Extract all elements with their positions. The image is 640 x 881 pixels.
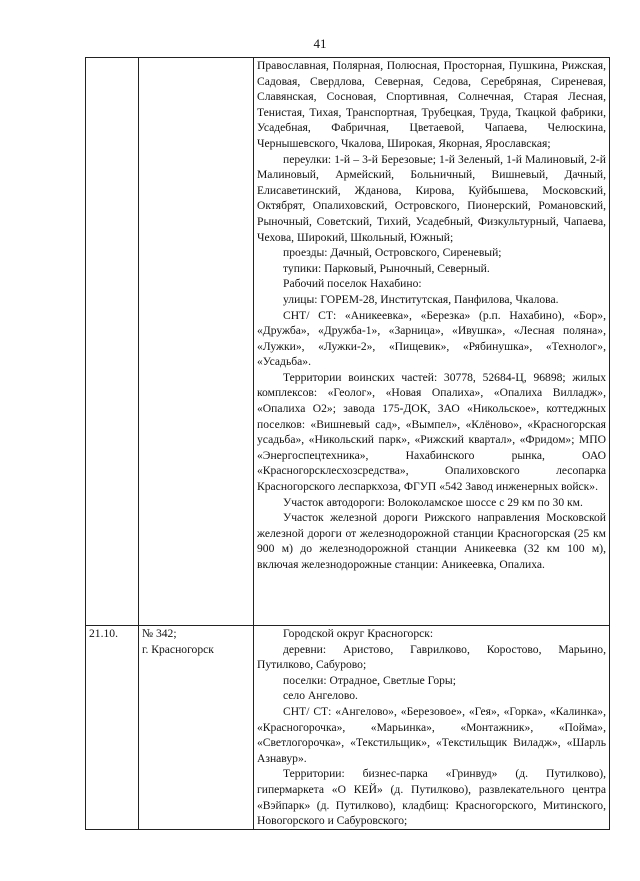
boundary-paragraph: Рабочий поселок Нахабино: [283, 277, 422, 291]
boundary-paragraph: тупики: Парковый, Рыночный, Северный. [283, 261, 490, 275]
boundaries-text [257, 58, 606, 573]
boundaries-cell [254, 58, 610, 626]
boundary-paragraph: Участок автодороги: Волоколамское шоссе с 29 км по 30 км. [283, 495, 583, 509]
boundary-paragraph: переулки: 1-й – 3-й Березовые; 1-й Зеленый, 1-й Малиновый, 2-й Малиновый, Армейский, Больничный, Вишневый, Дачный, Елисаветинский, Жданова, Кирова, Куйбышева, Московский, Октябрят, Опалиховский, Островского, Пионерский, Романовский, Рыночный, Советский, Тихий, Усадебный, Физкультурный, Чапаева, Чехова, Широкий, Школьный, Южный; [257, 152, 606, 244]
boundary-paragraph: Территории воинских частей: 30778, 52684-Ц, 96898; жилых комплексов: «Геолог», «Новая Опалиха», «Опалиха Вилладж», «Опалиха О2»; завода 175-ДОК, ЗАО «Никольское», коттеджных поселков: «Вишневый сад», «Вымпел», «Клёново», «Красногорская усадьба», «Никольский парк», «Рижский квартал», «Фридом»; МПО «Энергоспецтехника», Нахабинского рынка, ОАО «Красногорсклесхозсредства», Опалиховского лесопарка Красногорского леспаркхоза, ФГУП «542 Завод инженерных войск». [257, 370, 606, 494]
boundary-paragraph: СНТ/ СТ: «Аникеевка», «Березка» (р.п. Нахабино), «Бор», «Дружба», «Дружба-1», «Зарница», «Ивушка», «Лесная поляна», «Лужки», «Лужки-2», «Пищевик», «Рябинушка», «Технолог», «Усадьба». [257, 308, 606, 369]
page-number: 41 [313, 36, 327, 51]
boundary-paragraph: проезды: Дачный, Островского, Сиреневый; [283, 246, 502, 260]
polling-station-table [85, 57, 610, 830]
boundary-paragraph: поселки: Отрадное, Светлые Горы; [283, 673, 456, 687]
boundary-paragraph: село Ангелово. [283, 689, 358, 703]
boundary-paragraph: деревни: Аристово, Гаврилково, Коростово, Марьино, Путилково, Сабурово; [257, 642, 606, 672]
boundary-paragraph: Территории: бизнес-парка «Гринвуд» (д. Путилково), гипермаркета «О КЕЙ» (д. Путилково), развлекательного центра «Вэйпарк» (д. Путилково), кладбищ: Красногорского, Митинского, Новогорского и Сабуровского; [257, 767, 606, 828]
station-name-text: № 342; г. Красногорск [142, 627, 214, 656]
boundary-paragraph: Православная, Полярная, Полюсная, Просторная, Пушкина, Рижская, Садовая, Свердлова, Северная, Седова, Серебряная, Сиреневая, Славянская, Сосновая, Спортивная, Солнечная, Старая Лесная, Тенистая, Тихая, Транспортная, Трубецкая, Труда, Ткацкой фабрики, Усадебная, Фабричная, Цветаевой, Чапаева, Челюскина, Чернышевского, Чкалова, Широкая, Якорная, Ярославская; [257, 59, 606, 150]
boundary-paragraph: Участок железной дороги Рижского направления Московской железной дороги от железнодорожной станции Красногорская (25 км 900 м) до железнодорожной станции Аникеевка (32 км 100 м), включая железнодорожные станции: Аникеевка, Опалиха. [257, 511, 606, 571]
boundary-paragraph: СНТ/ СТ: «Ангелово», «Березовое», «Гея», «Горка», «Калинка», «Красногорочка», «Марьинка», «Монтажник», «Пойма», «Светлогорочка», «Текстильщик», «Текстильщик Виладж», «Шарль Азнавур». [257, 704, 606, 765]
station-name-cell [139, 626, 254, 830]
boundary-paragraph: Городской округ Красногорск: [283, 627, 434, 640]
boundaries-cell [254, 626, 610, 830]
table-row [86, 626, 610, 830]
boundary-paragraph: улицы: ГОРЕМ-28, Институтская, Панфилова, Чкалова. [283, 292, 559, 306]
station-number-cell: 21.10. [86, 626, 139, 830]
boundaries-text [257, 626, 606, 829]
station-number-cell [86, 58, 139, 626]
station-name-cell [139, 58, 254, 626]
table-row [86, 58, 610, 626]
